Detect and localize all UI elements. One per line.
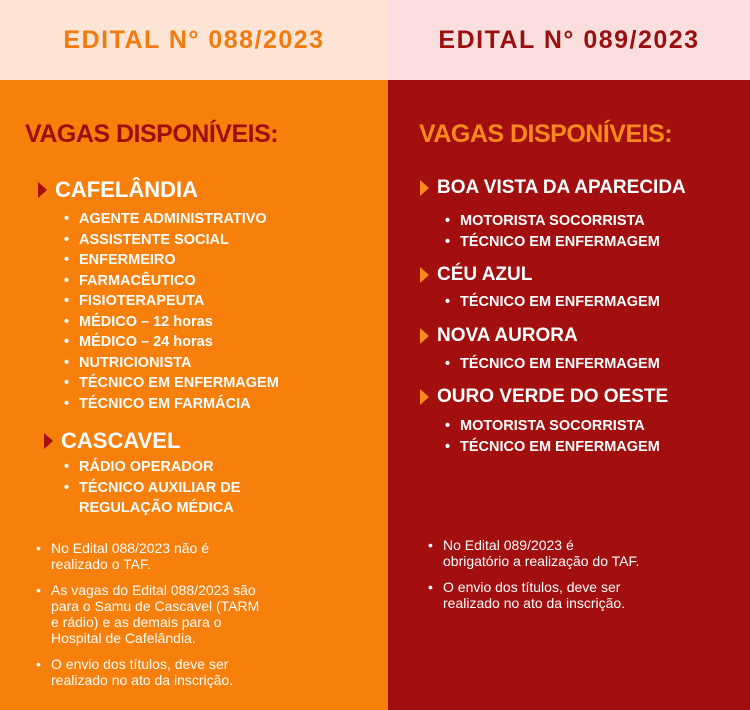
nova-aurora-job-list bbox=[445, 354, 660, 375]
city-name: CÉU AZUL bbox=[437, 264, 533, 285]
job-item: • MÉDICO – 24 horas bbox=[64, 332, 279, 353]
job-item: • FISIOTERAPEUTA bbox=[64, 291, 279, 312]
job-item: • RÁDIO OPERADOR bbox=[64, 457, 240, 478]
chevron-right-icon bbox=[420, 267, 429, 283]
note-line: No Edital 089/2023 é bbox=[443, 537, 574, 553]
job-item: • MOTORISTA SOCORRISTA bbox=[445, 211, 660, 232]
city-name: CAFELÂNDIA bbox=[55, 177, 198, 202]
chevron-right-icon bbox=[420, 328, 429, 344]
edital-089-notes bbox=[426, 537, 741, 621]
city-name: CASCAVEL bbox=[61, 428, 181, 453]
edital-088-vagas-title: VAGAS DISPONÍVEIS: bbox=[25, 120, 279, 148]
note-line: As vagas do Edital 088/2023 são bbox=[51, 582, 256, 598]
note-line: O envio dos títulos, deve ser bbox=[51, 656, 229, 672]
note-item bbox=[426, 537, 741, 569]
note-line: realizado no ato da inscrição. bbox=[443, 595, 626, 611]
job-item: • MOTORISTA SOCORRISTA bbox=[445, 416, 660, 437]
city-name: OURO VERDE DO OESTE bbox=[437, 386, 669, 407]
edital-088-notes bbox=[34, 540, 374, 698]
city-ouro-verde-do-oeste bbox=[420, 386, 668, 408]
job-item-continuation bbox=[64, 498, 240, 519]
edital-089-vagas-title: VAGAS DISPONÍVEIS: bbox=[419, 120, 673, 148]
city-boa-vista-da-aparecida bbox=[420, 177, 686, 199]
job-item: • MÉDICO – 12 horas bbox=[64, 312, 279, 333]
cafelandia-job-list bbox=[64, 209, 279, 414]
job-item: • TÉCNICO EM ENFERMAGEM bbox=[445, 232, 660, 253]
city-cafelandia bbox=[38, 177, 198, 203]
job-item: • TÉCNICO EM ENFERMAGEM bbox=[445, 437, 660, 458]
note-line: para o Samu de Cascavel (TARM bbox=[51, 598, 260, 614]
job-item: • NUTRICIONISTA bbox=[64, 353, 279, 374]
edital-088-title: EDITAL N° 088/2023 bbox=[63, 25, 325, 54]
note-line: No Edital 088/2023 não é bbox=[51, 540, 210, 556]
note-line: Hospital de Cafelândia. bbox=[51, 630, 196, 646]
ouro-verde-job-list bbox=[445, 416, 660, 457]
job-item: • FARMACÊUTICO bbox=[64, 271, 279, 292]
note-line: e rádio) e as demais para o bbox=[51, 614, 222, 630]
job-item: • TÉCNICO EM ENFERMAGEM bbox=[445, 354, 660, 375]
edital-089-column bbox=[388, 0, 750, 710]
city-ceu-azul bbox=[420, 264, 532, 286]
chevron-right-icon bbox=[38, 182, 47, 198]
city-cascavel bbox=[44, 428, 180, 454]
note-line: realizado no ato da inscrição. bbox=[51, 672, 234, 688]
boa-vista-job-list bbox=[445, 211, 660, 252]
city-nova-aurora bbox=[420, 325, 578, 347]
job-item: • ENFERMEIRO bbox=[64, 250, 279, 271]
note-item bbox=[34, 540, 374, 572]
note-item bbox=[34, 582, 374, 646]
note-line: O envio dos títulos, deve ser bbox=[443, 579, 621, 595]
cascavel-job-list bbox=[64, 457, 240, 519]
edital-089-title: EDITAL N° 089/2023 bbox=[438, 25, 700, 54]
job-item: • TÉCNICO EM ENFERMAGEM bbox=[445, 292, 660, 313]
job-item: • ASSISTENTE SOCIAL bbox=[64, 230, 279, 251]
chevron-right-icon bbox=[44, 433, 53, 449]
edital-088-header bbox=[0, 0, 388, 80]
note-line: obrigatório a realização do TAF. bbox=[443, 553, 640, 569]
note-item bbox=[426, 579, 741, 611]
job-item: • TÉCNICO EM ENFERMAGEM bbox=[64, 373, 279, 394]
city-name: BOA VISTA DA APARECIDA bbox=[437, 177, 686, 198]
chevron-right-icon bbox=[420, 389, 429, 405]
job-item: • TÉCNICO EM FARMÁCIA bbox=[64, 394, 279, 415]
edital-089-header bbox=[388, 0, 750, 80]
note-line: realizado o TAF. bbox=[51, 556, 151, 572]
chevron-right-icon bbox=[420, 180, 429, 196]
city-name: NOVA AURORA bbox=[437, 325, 578, 346]
job-item: • TÉCNICO AUXILIAR DE bbox=[64, 478, 240, 499]
job-item-continuation-text: REGULAÇÃO MÉDICA bbox=[79, 500, 234, 516]
note-item bbox=[34, 656, 374, 688]
job-item: • AGENTE ADMINISTRATIVO bbox=[64, 209, 279, 230]
ceu-azul-job-list bbox=[445, 292, 660, 313]
